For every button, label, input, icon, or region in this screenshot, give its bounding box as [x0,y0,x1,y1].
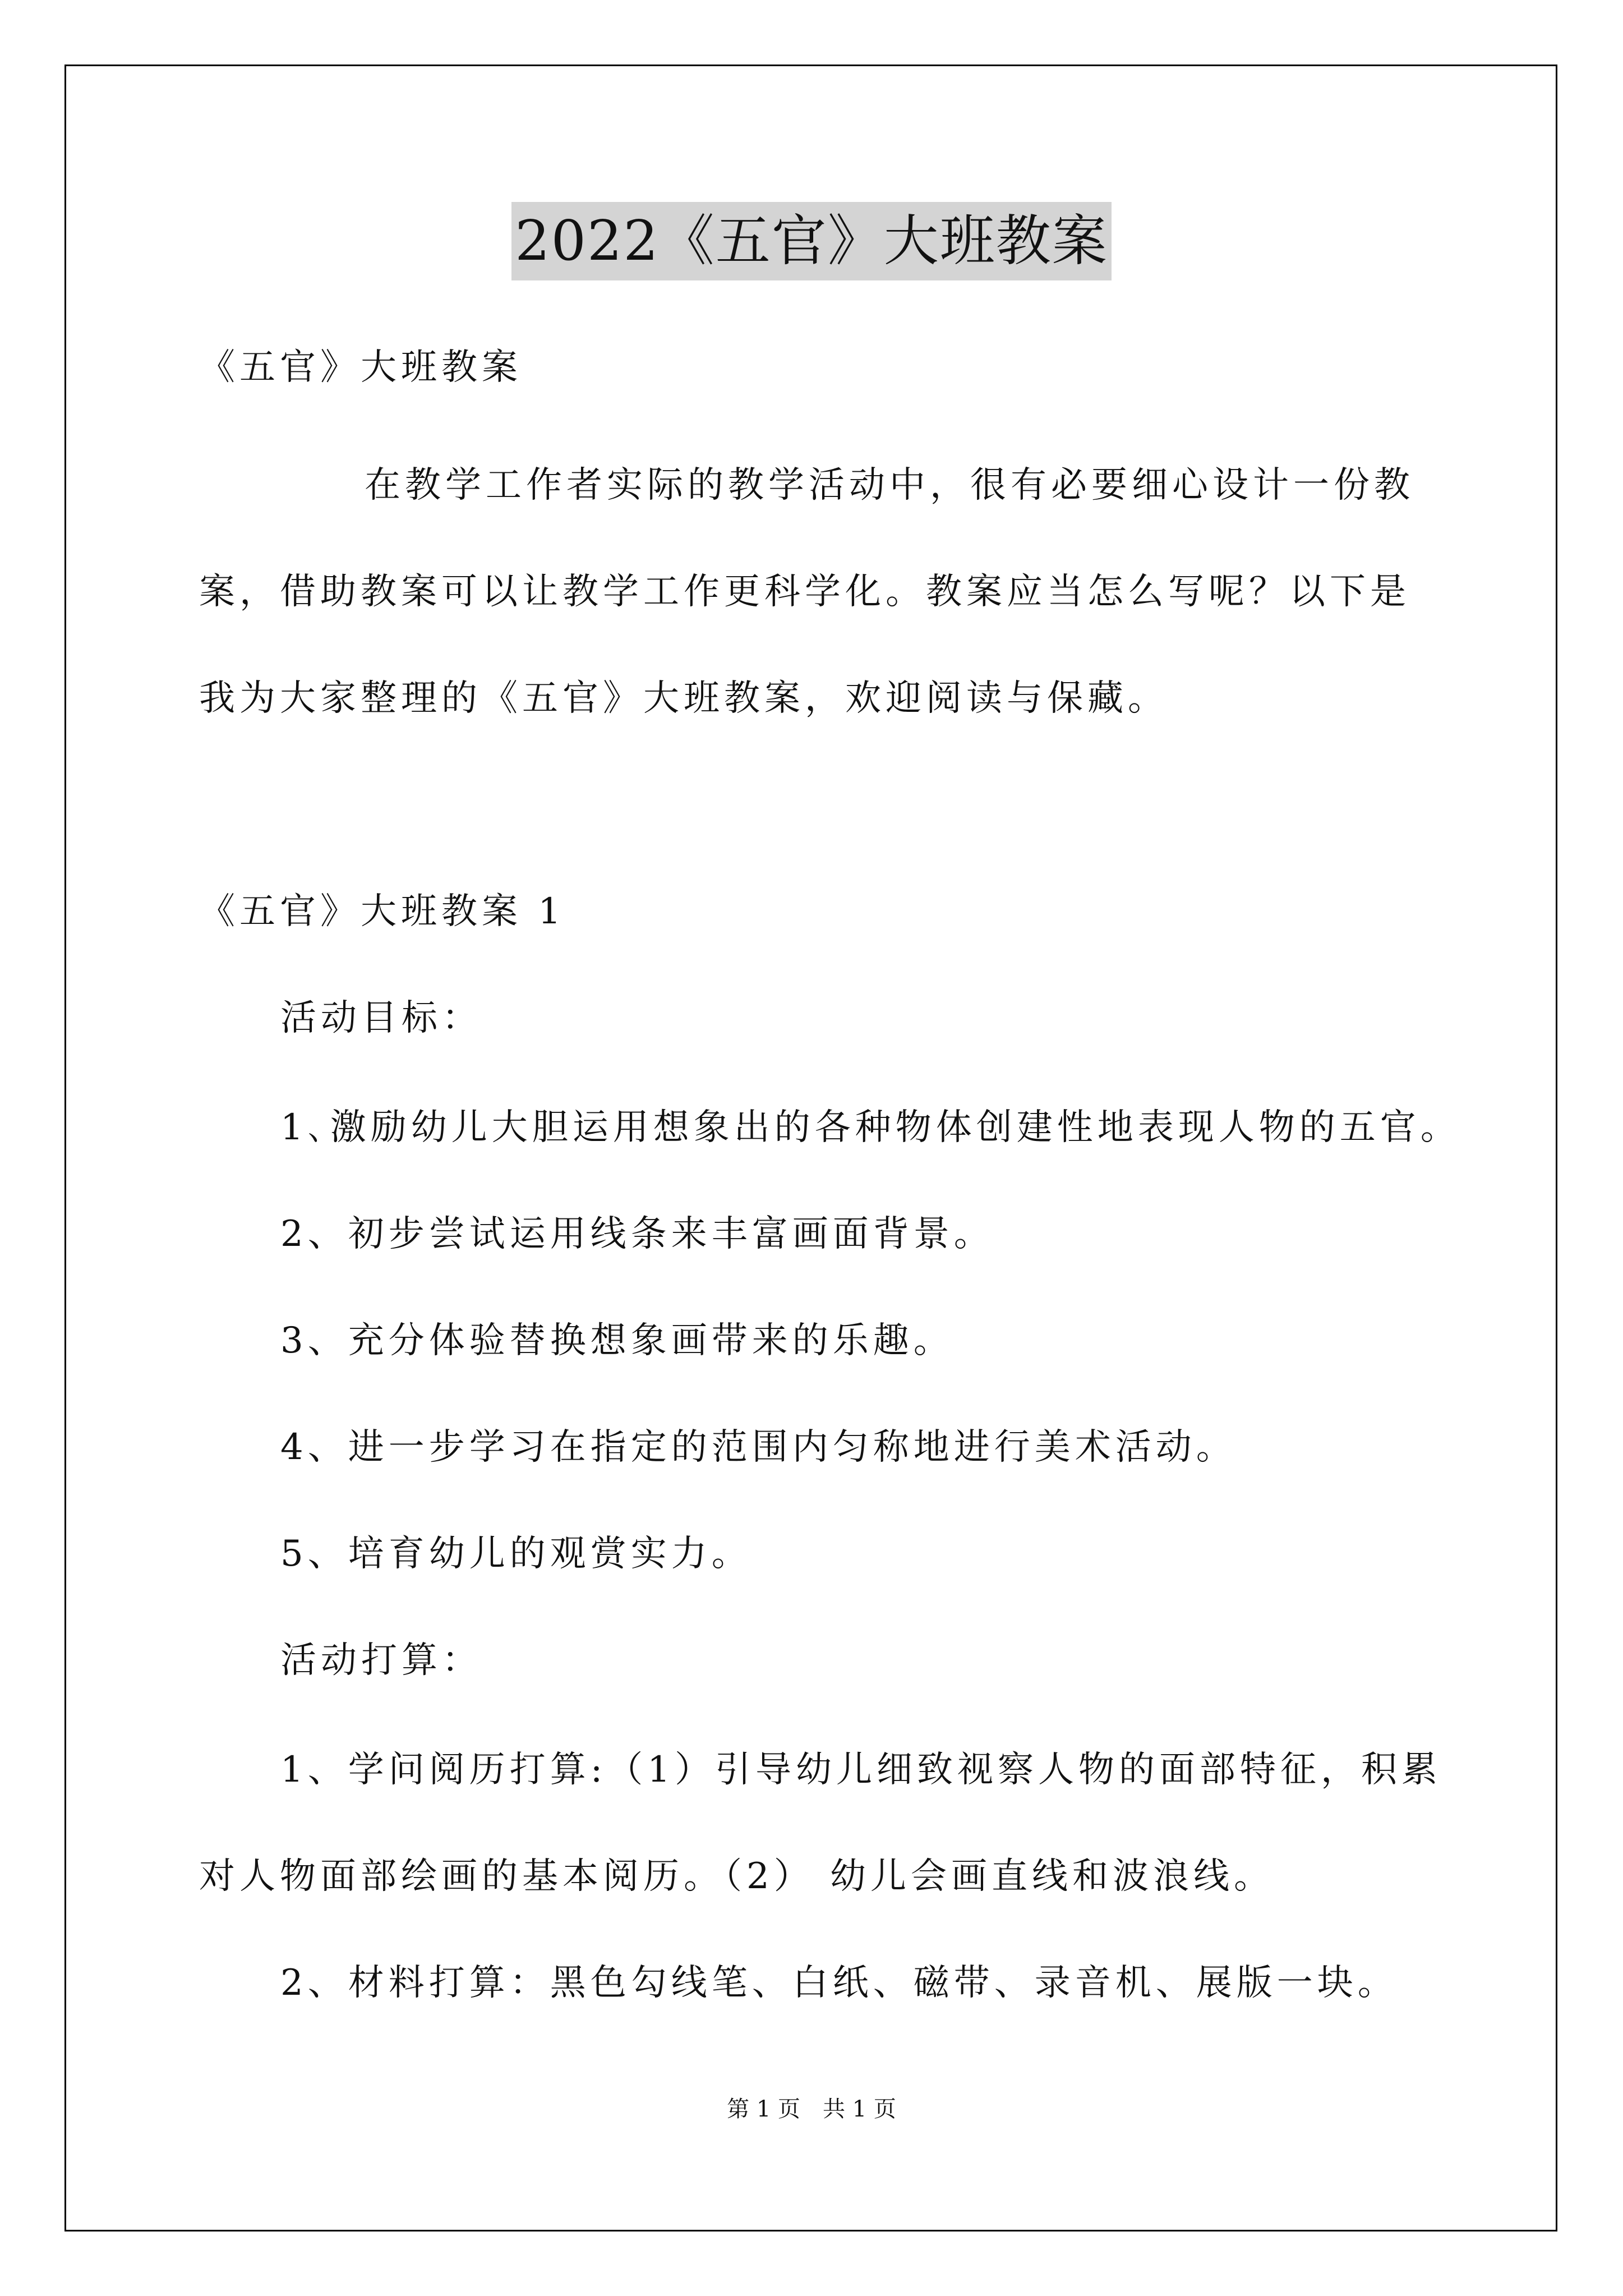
goal-item-4: 4、进一步学习在指定的范围内匀称地进行美术活动。 [280,1427,1237,1468]
intro-line-2: 案，借助教案可以让教学工作更科学化。教案应当怎么写呢？以下是 [199,571,1410,613]
page-footer: 第 1 页 共 1 页 [727,2096,896,2122]
section-heading: 《五官》大班教案 1 [199,891,566,932]
intro-line-1: 在教学工作者实际的教学活动中，很有必要细心设计一份教 [365,464,1414,506]
document-subtitle: 《五官》大班教案 [199,347,522,388]
goals-heading: 活动目标： [280,997,482,1039]
goal-item-5: 5、培育幼儿的观赏实力。 [280,1533,752,1575]
goal-item-1: 1､激励幼儿大胆运用想象出的各种物体创建性地表现人物的五官。 [280,1107,1461,1148]
document-title: 2022《五官》大班教案 [511,202,1111,280]
intro-line-3: 我为大家整理的《五官》大班教案，欢迎阅读与保藏。 [199,678,1168,719]
prep-line-2: 对人物面部绘画的基本阅历。（2） 幼儿会画直线和波浪线。 [199,1856,1275,1897]
prep-line-3: 2、材料打算：黑色勾线笔、白纸、磁带、录音机、展版一块。 [280,1962,1398,2004]
prep-heading: 活动打算： [280,1640,482,1681]
title-container [0,202,1623,280]
prep-line-1: 1、学问阅历打算:（1）引导幼儿细致视察人物的面部特征，积累 [280,1749,1442,1791]
goal-item-3: 3、充分体验替换想象画带来的乐趣。 [280,1320,954,1361]
goal-item-2: 2、初步尝试运用线条来丰富画面背景。 [280,1213,994,1255]
